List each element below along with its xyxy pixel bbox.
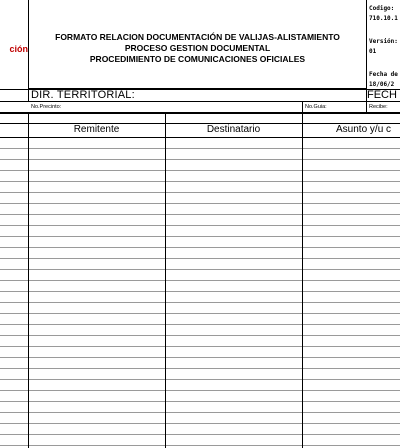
table-row-line xyxy=(0,346,400,347)
table-row-line xyxy=(0,423,400,424)
title-line-1: FORMATO RELACION DOCUMENTACIÓN DE VALIJAS-ALISTAMIENTO xyxy=(55,31,340,42)
title-line-3: PROCEDIMIENTO DE COMUNICACIONES OFICIALES xyxy=(89,53,306,64)
column-header-asunto: Asunto y/u c xyxy=(336,124,392,135)
no-guia-label: No.Guia: xyxy=(305,104,327,110)
fecha-divider xyxy=(366,89,367,102)
precinto-divider-2 xyxy=(366,102,367,113)
table-row-line xyxy=(0,225,400,226)
document-title-box xyxy=(28,0,367,89)
dir-territorial-label: DIR. TERRITORIAL: xyxy=(31,89,135,101)
table-row-line xyxy=(0,280,400,281)
precinto-divider-1 xyxy=(302,102,303,113)
table-column-line xyxy=(28,113,29,448)
table-row-line xyxy=(0,445,400,446)
table-row-line xyxy=(0,148,400,149)
table-row-line xyxy=(0,214,400,215)
codigo-value: 710.10.1 xyxy=(369,15,398,22)
codigo-label: Codigo: xyxy=(369,5,395,12)
table-row-line xyxy=(0,170,400,171)
recibe-label: Recibe: xyxy=(369,104,388,110)
table-row-line xyxy=(0,390,400,391)
table-row-line xyxy=(0,368,400,369)
table-row-line xyxy=(0,192,400,193)
version-label: Versión: xyxy=(369,38,398,45)
table-row-line xyxy=(0,203,400,204)
header-left-border xyxy=(28,0,29,102)
table-row-line xyxy=(0,412,400,413)
column-header-destinatario: Destinatario xyxy=(206,124,261,135)
table-row-line xyxy=(0,401,400,402)
table-row-line xyxy=(0,236,400,237)
table-row-line xyxy=(0,269,400,270)
table-row-line xyxy=(0,434,400,435)
table-header-bottom-line xyxy=(0,137,400,138)
version-value: 01 xyxy=(369,48,377,55)
fecha-value: 18/06/2 xyxy=(369,81,395,88)
table-top-line xyxy=(0,113,400,114)
document-metadata xyxy=(367,0,400,89)
column-header-remitente: Remitente xyxy=(73,124,120,135)
fecha-label-field: FECH xyxy=(367,89,397,101)
table-row-line xyxy=(0,302,400,303)
no-precinto-label: No.Precinto: xyxy=(31,104,62,110)
table-row-line xyxy=(0,247,400,248)
table-row-line xyxy=(0,313,400,314)
table-subtop-line xyxy=(0,123,400,124)
logo-text-fragment: ción xyxy=(9,44,28,54)
fecha-label: Fecha de xyxy=(369,71,398,78)
table-row-line xyxy=(0,324,400,325)
title-line-2: PROCESO GESTION DOCUMENTAL xyxy=(124,42,271,53)
table-row-line xyxy=(0,181,400,182)
table-column-line xyxy=(165,113,166,448)
table-row-line xyxy=(0,335,400,336)
table-row-line xyxy=(0,379,400,380)
table-row-line xyxy=(0,291,400,292)
table-row-line xyxy=(0,357,400,358)
table-row-line xyxy=(0,258,400,259)
table-row-line xyxy=(0,159,400,160)
table-column-line xyxy=(302,113,303,448)
